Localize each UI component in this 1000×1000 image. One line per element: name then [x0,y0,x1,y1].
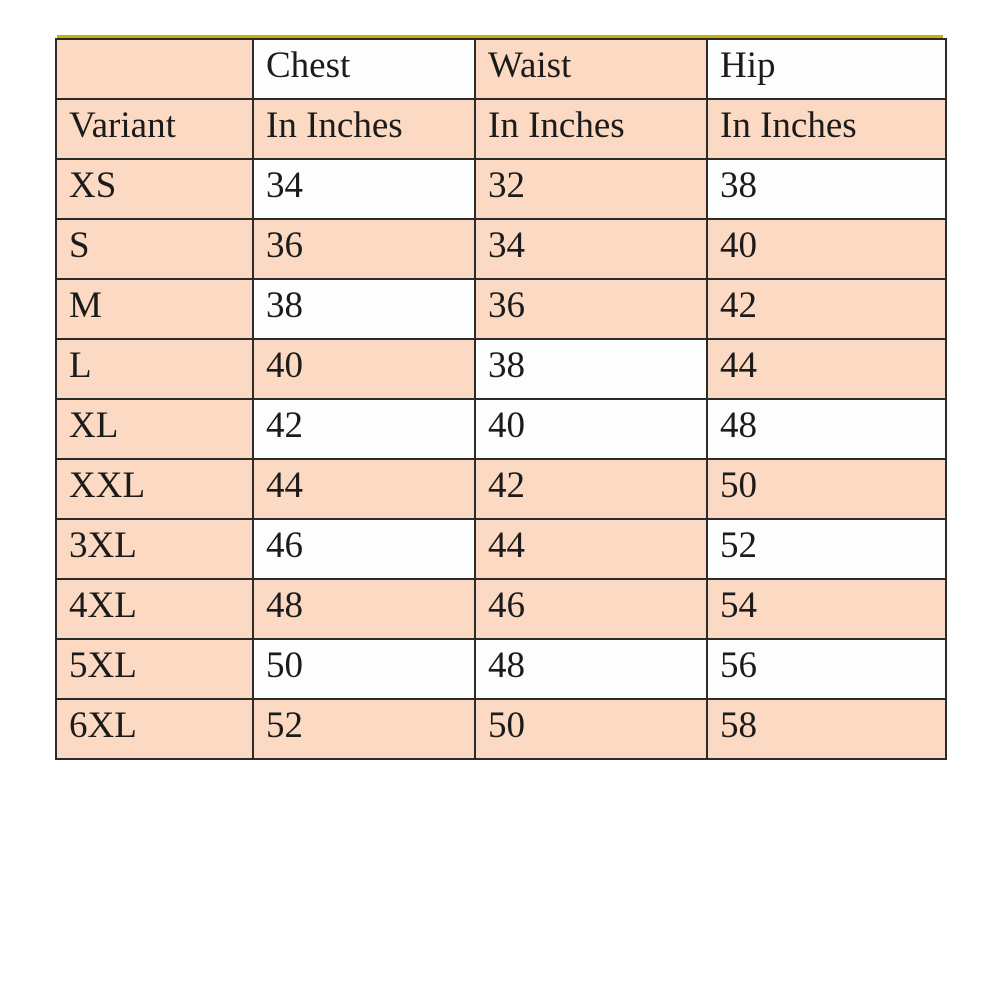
table-row [56,159,946,219]
cell-variant: XS [56,159,253,219]
table-row [56,459,946,519]
size-chart-table-wrapper [55,38,945,760]
unit-cell-hip: In Inches [707,99,946,159]
cell-waist: 48 [475,639,707,699]
cell-waist: 42 [475,459,707,519]
unit-cell-chest: In Inches [253,99,475,159]
cell-chest: 50 [253,639,475,699]
cell-hip: 54 [707,579,946,639]
cell-chest: 40 [253,339,475,399]
cell-variant: XXL [56,459,253,519]
header-cell-hip: Hip [707,39,946,99]
cell-variant: XL [56,399,253,459]
cell-chest: 42 [253,399,475,459]
cell-hip: 56 [707,639,946,699]
cell-chest: 52 [253,699,475,759]
cell-variant: M [56,279,253,339]
cell-waist: 38 [475,339,707,399]
header-cell-waist: Waist [475,39,707,99]
cell-variant: S [56,219,253,279]
cell-hip: 44 [707,339,946,399]
header-cell-blank [56,39,253,99]
cell-chest: 46 [253,519,475,579]
table-unit-row [56,99,946,159]
cell-hip: 48 [707,399,946,459]
cell-waist: 44 [475,519,707,579]
cell-hip: 50 [707,459,946,519]
table-header-row [56,39,946,99]
cell-chest: 48 [253,579,475,639]
table-row [56,219,946,279]
cell-waist: 46 [475,579,707,639]
table-row [56,399,946,459]
cell-chest: 38 [253,279,475,339]
header-cell-chest: Chest [253,39,475,99]
unit-cell-variant: Variant [56,99,253,159]
cell-variant: L [56,339,253,399]
table-row [56,519,946,579]
cell-hip: 42 [707,279,946,339]
cell-waist: 50 [475,699,707,759]
cell-waist: 36 [475,279,707,339]
cell-waist: 32 [475,159,707,219]
unit-cell-waist: In Inches [475,99,707,159]
cell-hip: 40 [707,219,946,279]
cell-chest: 44 [253,459,475,519]
cell-chest: 34 [253,159,475,219]
size-chart-table [55,38,947,760]
cell-chest: 36 [253,219,475,279]
cell-hip: 52 [707,519,946,579]
table-row [56,579,946,639]
cell-variant: 3XL [56,519,253,579]
cell-waist: 40 [475,399,707,459]
cell-variant: 5XL [56,639,253,699]
table-row [56,279,946,339]
table-row [56,699,946,759]
table-row [56,639,946,699]
cell-variant: 4XL [56,579,253,639]
cell-waist: 34 [475,219,707,279]
cell-variant: 6XL [56,699,253,759]
cell-hip: 38 [707,159,946,219]
cell-hip: 58 [707,699,946,759]
table-row [56,339,946,399]
